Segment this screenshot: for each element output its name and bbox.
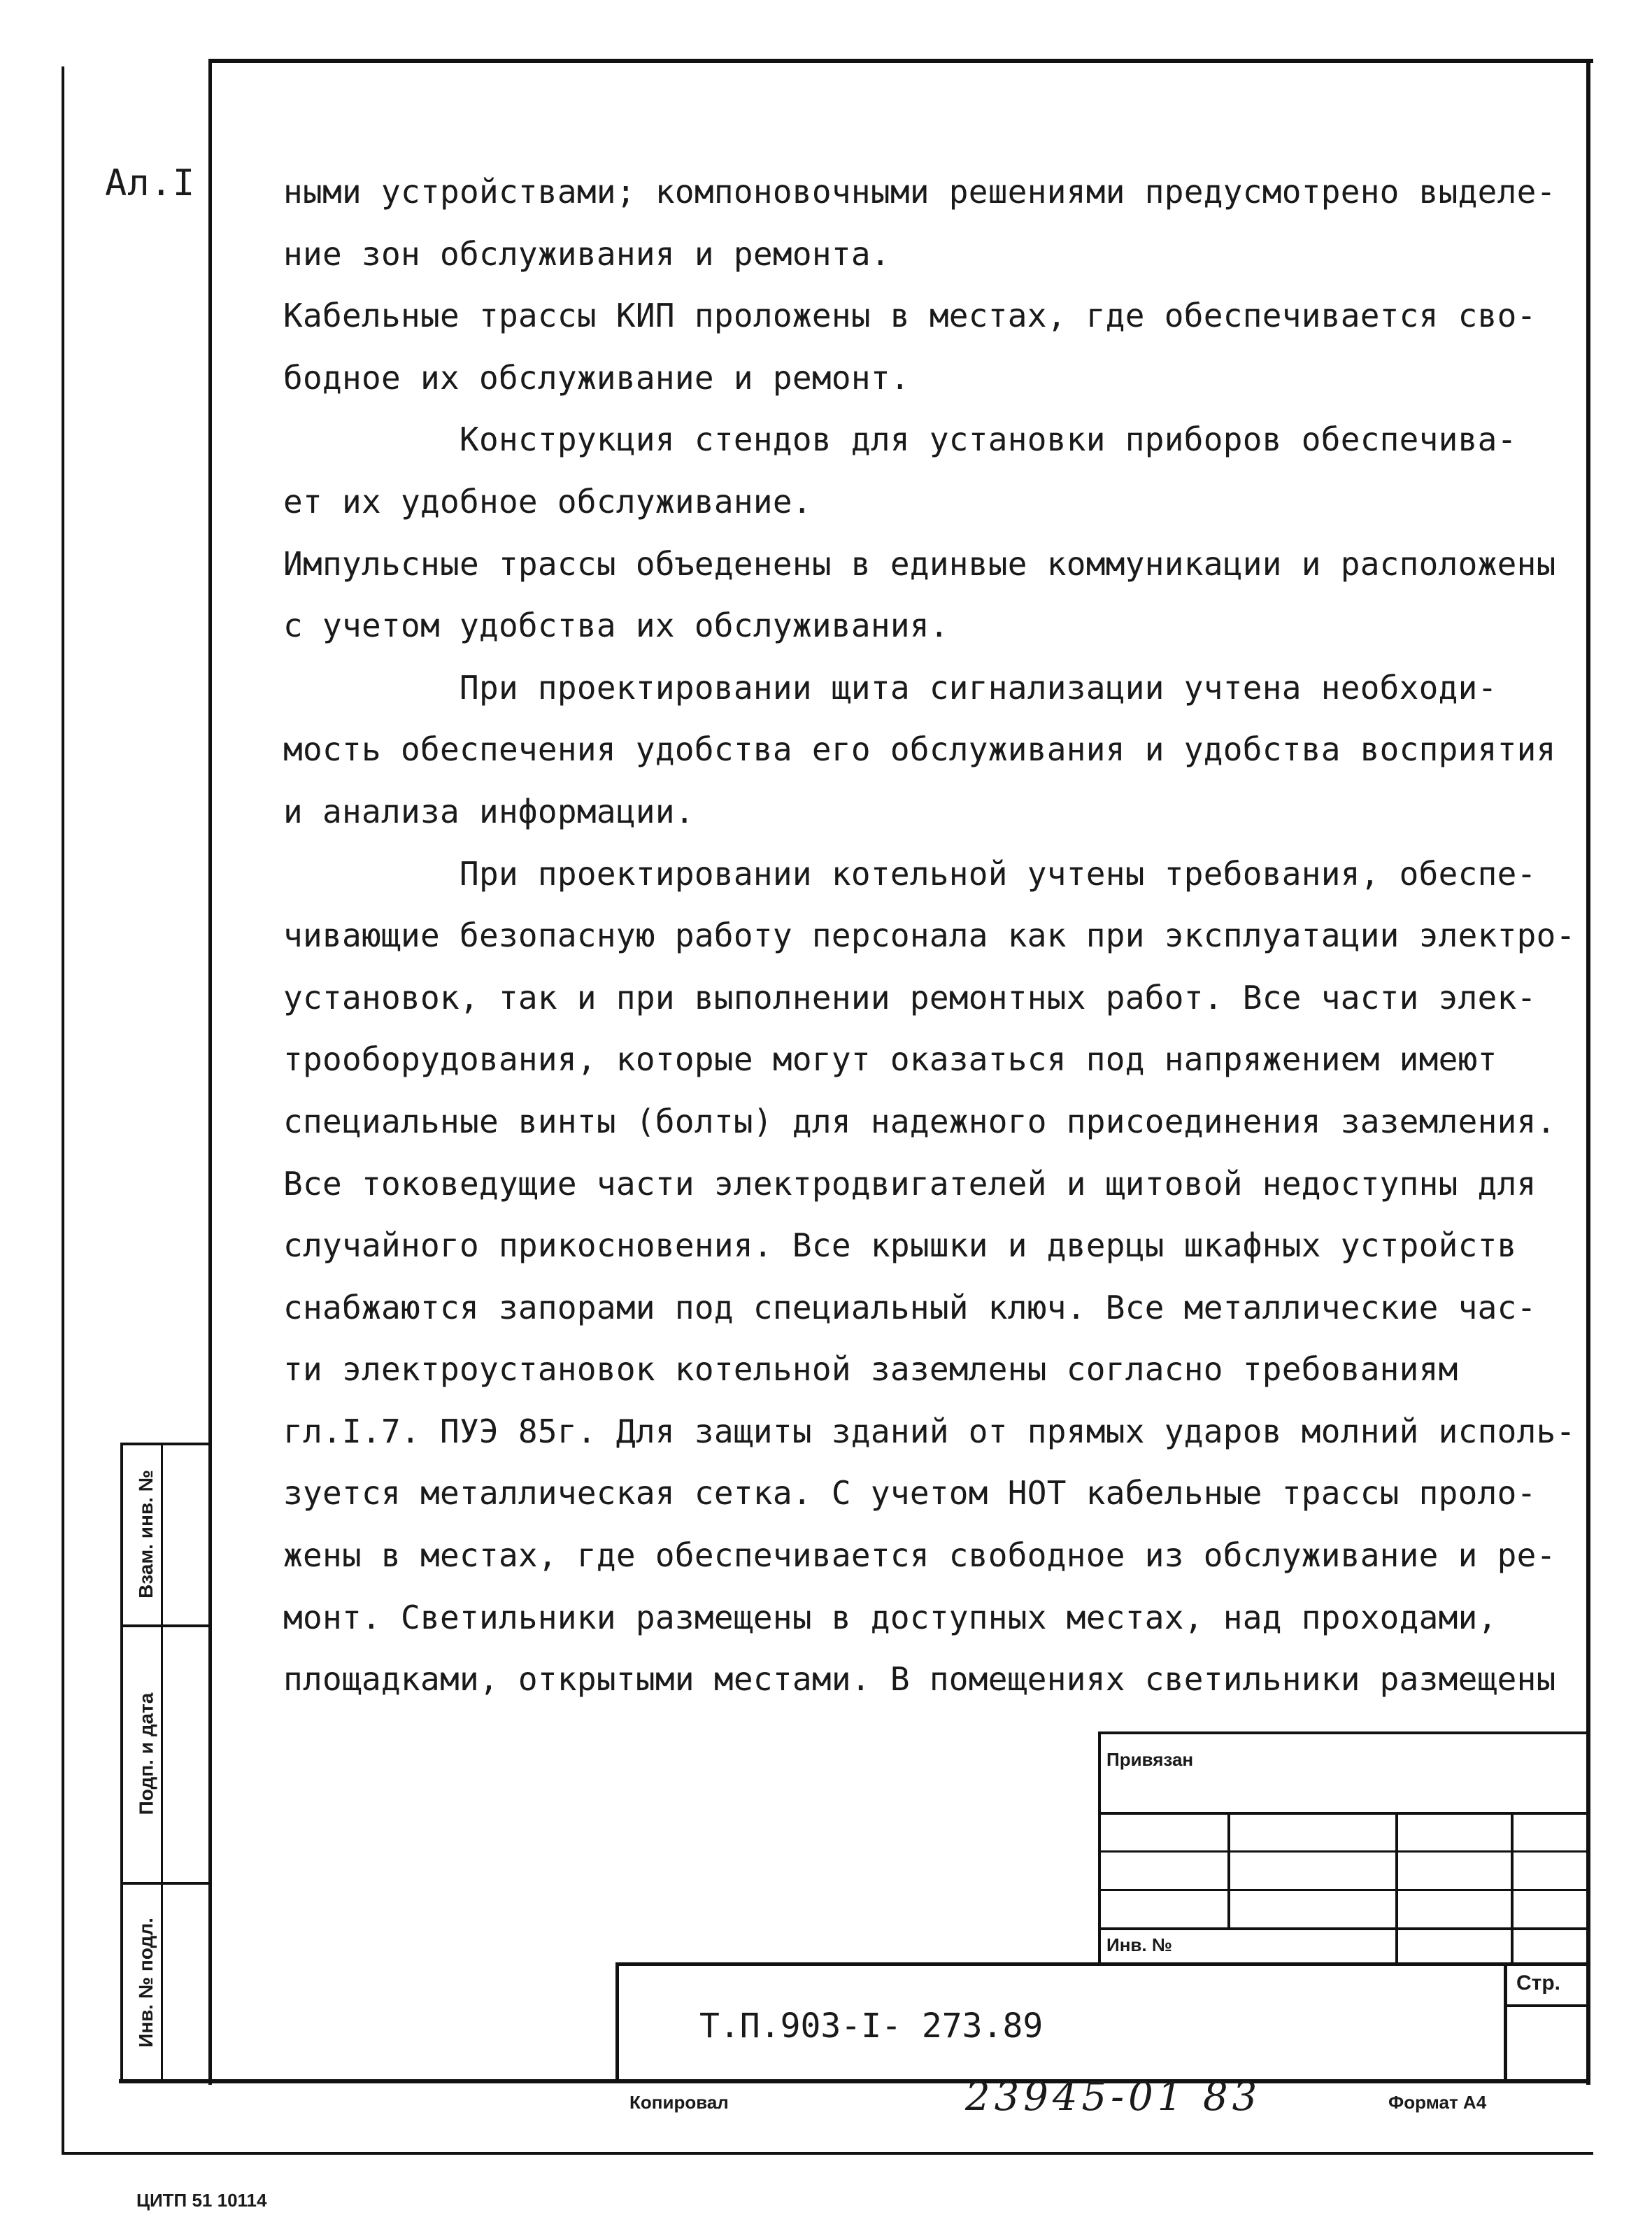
body-line: При проектировании котельной учтены требования, обеспе-: [283, 854, 1537, 893]
title-block-page-col: [1504, 1962, 1507, 2081]
body-line: случайного прикосновения. Все крышки и дверцы шкафных устройств: [283, 1226, 1517, 1265]
body-line: с учетом удобства их обслуживания.: [283, 607, 949, 645]
privyazan-col-line: [1395, 1812, 1398, 1966]
privyazan-col-line: [1227, 1812, 1230, 1927]
stamp-cell-podp: [101, 1626, 191, 1882]
body-line: бодное их обслуживание и ремонт.: [283, 358, 910, 397]
privyazan-label: Привязан: [1106, 1749, 1194, 1770]
frame-bottom-border: [119, 2079, 1590, 2083]
doc-code: Т.П.903-I- 273.89: [699, 2006, 1044, 2046]
body-line: мость обеспечения удобства его обслуживания и удобства восприятия: [283, 730, 1556, 769]
title-block-page-row: [1504, 2004, 1588, 2007]
body-line: площадками, открытыми местами. В помещениях светильники размещены: [283, 1660, 1556, 1699]
handwritten-number: 23945-01: [965, 2074, 1187, 2120]
title-block-top: [615, 1962, 1588, 1966]
body-line: снабжаются запорами под специальный ключ. Все металлические час-: [283, 1288, 1537, 1326]
privyazan-row-line: [1098, 1927, 1588, 1930]
body-line: Кабельные трассы КИП проложены в местах, где обеспечивается сво-: [283, 297, 1537, 335]
privyazan-row-line: [1098, 1850, 1588, 1853]
body-line: ние зон обслуживания и ремонта.: [283, 234, 890, 273]
body-line: Импульсные трассы объеденены в единвые коммуникации и расположены: [283, 544, 1556, 583]
body-line: трооборудования, которые могут оказаться под напряжением имеют: [283, 1040, 1497, 1079]
body-line: ет их удобное обслуживание.: [283, 482, 812, 520]
body-line: гл.I.7. ПУЭ 85г. Для защиты зданий от прямых ударов молний исполь-: [283, 1412, 1576, 1450]
body-line: ными устройствами; компоновочными решениями предусмотрено выделе-: [283, 173, 1556, 211]
page-number: 83: [1203, 2074, 1262, 2120]
body-line: и анализа информации.: [283, 792, 695, 830]
privyazan-col-line: [1511, 1812, 1514, 1966]
frame-top-border: [208, 59, 1593, 63]
format-label: Формат А4: [1388, 2092, 1487, 2113]
privyazan-row-line: [1098, 1889, 1588, 1891]
page-label: Стр.: [1516, 1971, 1561, 1995]
stamp-label-inv-podl: Инв. № подл.: [135, 1918, 157, 2048]
body-line: чивающие безопасную работу персонала как при эксплуатации электро-: [283, 916, 1576, 955]
stamp-cell-vzam: [101, 1444, 191, 1624]
margin-label: Ал.I: [105, 162, 196, 204]
body-line: установок, так и при выполнении ремонтных работ. Все части элек-: [283, 978, 1537, 1017]
body-line: При проектировании щита сигнализации учтена необходи-: [283, 668, 1497, 707]
inv-no-label: Инв. №: [1106, 1934, 1172, 1955]
outer-bottom-border: [62, 2152, 1593, 2155]
frame-right-border: [1586, 59, 1590, 2085]
stamp-cell-inv-podl: [101, 1883, 191, 2082]
body-line: специальные винты (болты) для надежного присоединения заземления.: [283, 1102, 1556, 1140]
body-line: Все токоведущие части электродвигателей и щитовой недоступны для: [283, 1164, 1537, 1203]
cintp-label: ЦИТП 51 10114: [136, 2190, 267, 2211]
privyazan-row-line: [1098, 1812, 1588, 1815]
stamp-column: [122, 1444, 212, 2082]
body-line: Конструкция стендов для установки приборов обеспечива-: [283, 420, 1517, 459]
body-line: монт. Светильники размещены в доступных местах, над проходами,: [283, 1598, 1497, 1636]
title-block-left: [615, 1962, 619, 2081]
body-text: [283, 161, 1576, 1711]
privyazan-top: [1098, 1731, 1588, 1734]
body-line: жены в местах, где обеспечивается свободное из обслуживание и ре-: [283, 1536, 1556, 1575]
outer-left-border: [62, 66, 64, 2155]
body-line: ти электроустановок котельной заземлены согласно требованиям: [283, 1350, 1458, 1389]
privyazan-left: [1098, 1731, 1101, 1966]
stamp-label-vzam-inv: Взам. инв. №: [135, 1470, 157, 1599]
kopiroval-label: Копировал: [629, 2092, 729, 2113]
body-line: зуется металлическая сетка. С учетом НОТ кабельные трассы проло-: [283, 1474, 1537, 1513]
stamp-label-podp-data: Подп. и дата: [135, 1692, 157, 1815]
